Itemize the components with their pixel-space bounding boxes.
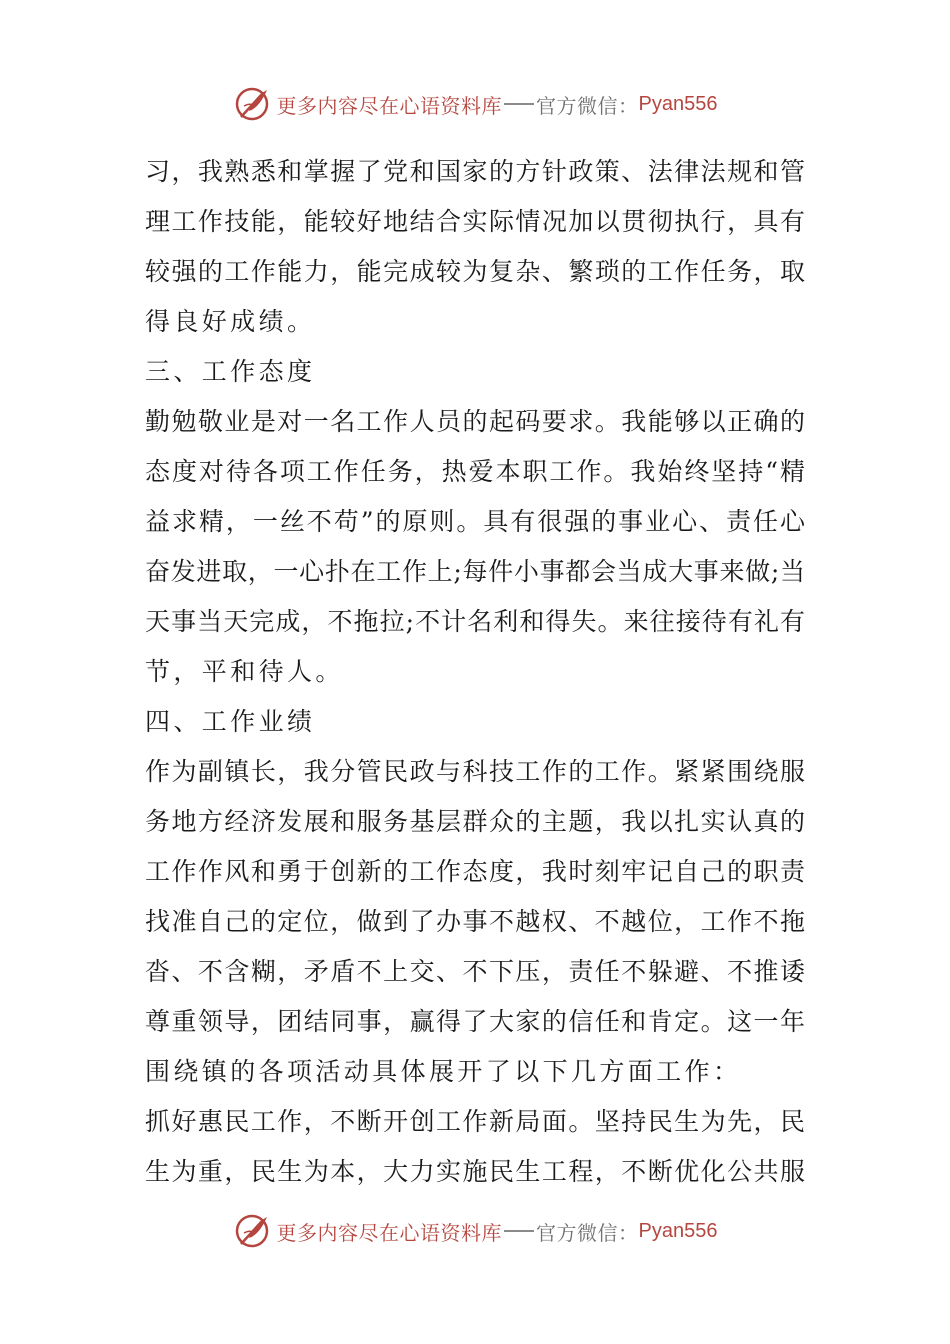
body-line: 作为副镇长，我分管民政与科技工作的工作。紧紧围绕服 bbox=[145, 757, 805, 786]
header-watermark-banner bbox=[0, 82, 950, 126]
body-line: 找准自己的定位，做到了办事不越权、不越位，工作不拖 bbox=[145, 907, 805, 936]
body-line: 理工作技能，能较好地结合实际情况加以贯彻执行，具有 bbox=[145, 207, 805, 236]
banner-dash bbox=[504, 1230, 534, 1232]
body-line: 沓、不含糊，矛盾不上交、不下压，责任不躲避、不推诿 bbox=[145, 957, 805, 986]
body-line: 奋发进取，一心扑在工作上;每件小事都会当成大事来做;当 bbox=[145, 557, 805, 586]
body-line: 勤勉敬业是对一名工作人员的起码要求。我能够以正确的 bbox=[145, 407, 805, 436]
banner-contact: Pyan556 bbox=[638, 92, 718, 115]
body-line: 尊重领导，团结同事，赢得了大家的信任和肯定。这一年 bbox=[145, 1007, 805, 1036]
body-line: 态度对待各项工作任务，热爱本职工作。我始终坚持“精 bbox=[145, 457, 805, 486]
section-heading: 三、工作态度 bbox=[145, 357, 316, 386]
quill-logo-icon bbox=[233, 1211, 273, 1251]
body-line: 工作作风和勇于创新的工作态度，我时刻牢记自己的职责 bbox=[145, 857, 805, 886]
body-line: 得良好成绩。 bbox=[145, 307, 316, 336]
banner-text: 更多内容尽在心语资料库 bbox=[276, 93, 503, 118]
body-line: 节，平和待人。 bbox=[145, 657, 344, 686]
banner-text: 更多内容尽在心语资料库 bbox=[276, 1220, 503, 1245]
body-line: 较强的工作能力，能完成较为复杂、繁琐的工作任务，取 bbox=[145, 257, 805, 286]
body-line: 围绕镇的各项活动具体展开了以下几方面工作： bbox=[145, 1057, 742, 1086]
body-line: 务地方经济发展和服务基层群众的主题，我以扎实认真的 bbox=[145, 807, 805, 836]
document-body bbox=[145, 147, 805, 1197]
banner-label: 官方微信： bbox=[536, 93, 639, 118]
body-line: 益求精，一丝不苟”的原则。具有很强的事业心、责任心 bbox=[145, 507, 805, 536]
banner-contact: Pyan556 bbox=[638, 1219, 718, 1242]
body-line: 习，我熟悉和掌握了党和国家的方针政策、法律法规和管 bbox=[145, 157, 805, 186]
quill-logo-icon bbox=[233, 84, 273, 124]
banner-label: 官方微信： bbox=[536, 1220, 639, 1245]
footer-watermark-banner bbox=[0, 1209, 950, 1253]
body-line: 抓好惠民工作，不断开创工作新局面。坚持民生为先，民 bbox=[145, 1107, 805, 1136]
section-heading: 四、工作业绩 bbox=[145, 707, 316, 736]
banner-dash bbox=[504, 103, 534, 105]
body-line: 天事当天完成，不拖拉;不计名利和得失。来往接待有礼有 bbox=[145, 607, 805, 636]
body-line: 生为重，民生为本，大力实施民生工程，不断优化公共服 bbox=[145, 1157, 805, 1186]
